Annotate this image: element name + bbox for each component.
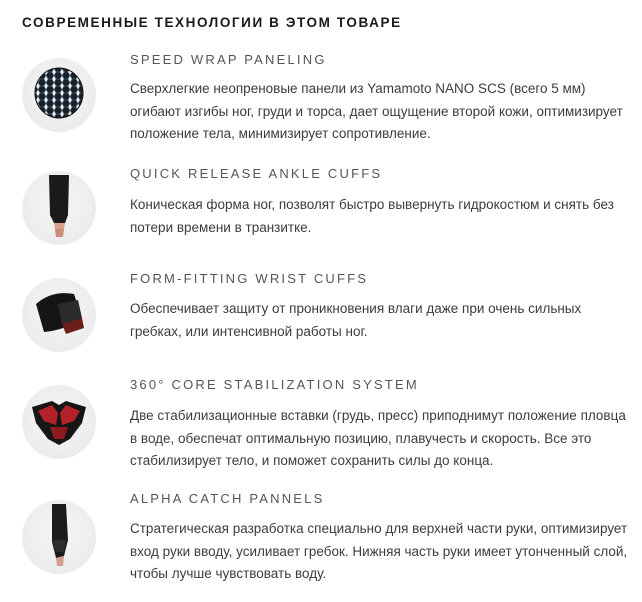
neoprene-panel-icon bbox=[22, 58, 96, 132]
feature-title: 360° CORE STABILIZATION SYSTEM bbox=[130, 377, 419, 392]
feature-description: Коническая форма ног, позволят быстро вывернуть гидрокостюм и снять без потери времени в транзитке. bbox=[130, 197, 614, 235]
feature-description: Обеспечивает защиту от проникновения влаги даже при очень сильных гребках, или интенсивной работы ног. bbox=[130, 301, 582, 339]
feature-title: QUICK RELEASE ANKLE CUFFS bbox=[130, 166, 383, 181]
feature-title: ALPHA CATCH PANNELS bbox=[130, 491, 325, 506]
section-heading: СОВРЕМЕННЫЕ ТЕХНОЛОГИИ В ЭТОМ ТОВАРЕ bbox=[22, 15, 402, 30]
core-stabilization-icon bbox=[22, 385, 96, 459]
feature-description: Стратегическая разработка специально для верхней части руки, оптимизирует вход руки вводу, усиливает гребок. Нижняя часть руки имеет утонченный слой, чтобы лучше чувствовать воду. bbox=[130, 521, 628, 581]
wrist-cuff-icon bbox=[22, 278, 96, 352]
feature-description: Сверхлегкие неопреновые панели из Yamamoto NANO SCS (всего 5 мм) огибают изгибы ног, груди и торса, дает ощущение второй кожи, оптимизирует положение тела, минимизирует сопротивление. bbox=[130, 81, 623, 141]
feature-title: SPEED WRAP PANELING bbox=[130, 52, 327, 67]
feature-description: Две стабилизационные вставки (грудь, пресс) приподнимут положение пловца в воде, обеспечат оптимальную позицию, плавучесть и скорость. Все это стабилизирует тело, и поможет сохранить силы до конца. bbox=[130, 408, 626, 468]
ankle-cuff-icon bbox=[22, 171, 96, 245]
feature-title: FORM-FITTING WRIST CUFFS bbox=[130, 271, 369, 286]
arm-panel-icon bbox=[22, 500, 96, 574]
